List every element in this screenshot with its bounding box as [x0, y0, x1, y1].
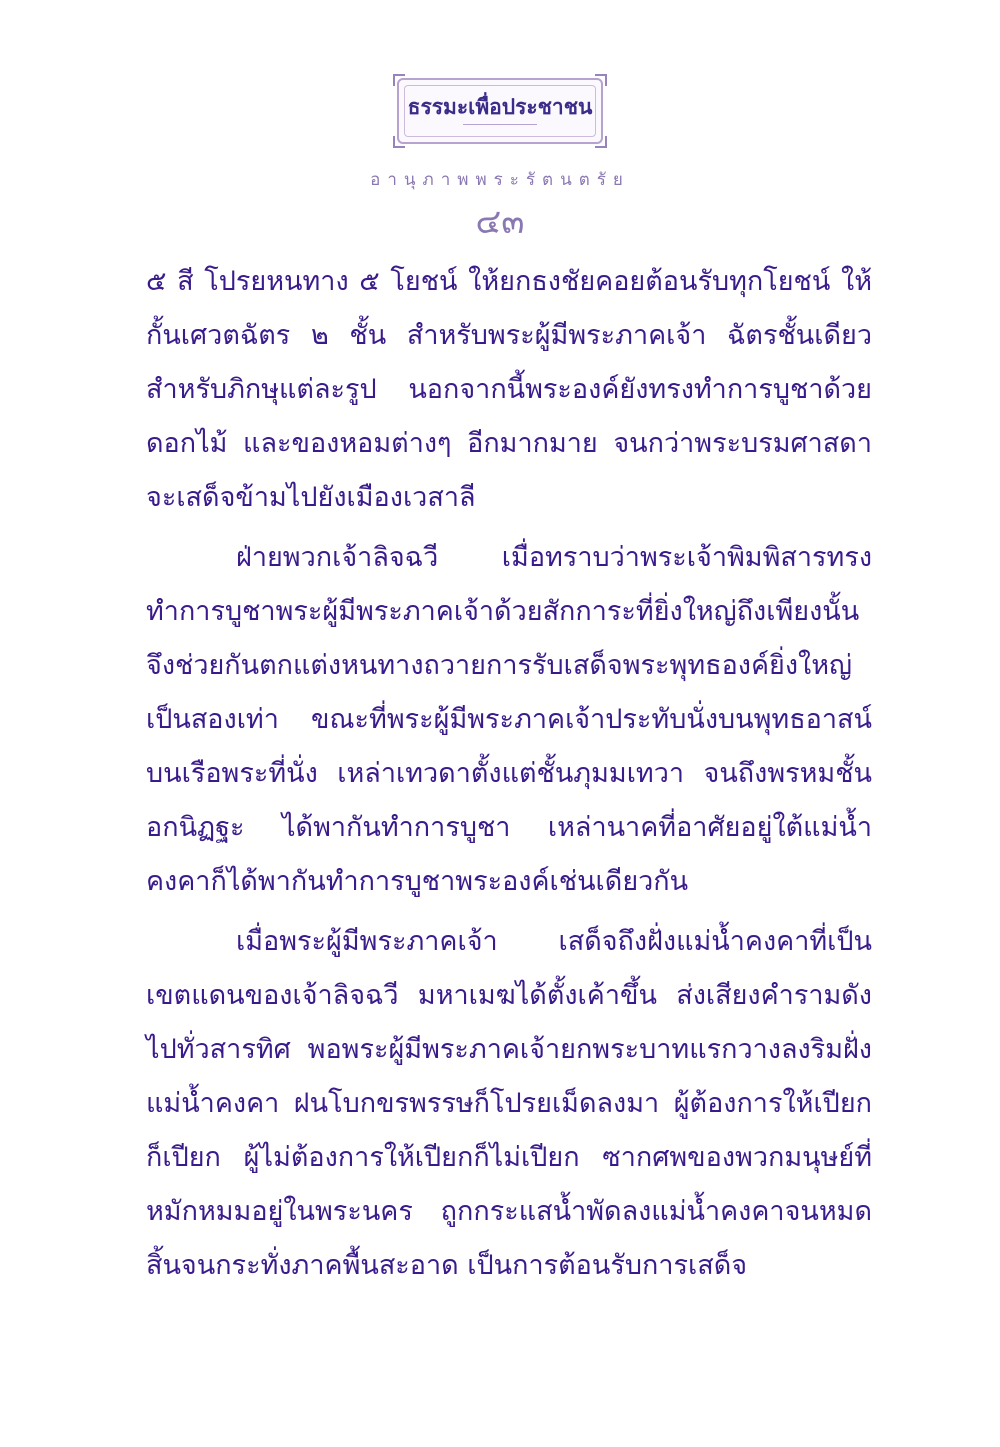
- book-subtitle: อานุภาพพระรัตนตรัย: [370, 170, 630, 190]
- book-logo: [397, 78, 603, 144]
- paragraph: ๕ สี โปรยหนทาง ๕ โยชน์ ให้ยกธงชัยคอยต้อนรับทุกโยชน์ ให้กั้นเศวตฉัตร ๒ ชั้น สำหรับพระผู้มีพระภาคเจ้า ฉัตรชั้นเดียวสำหรับภิกษุแต่ละรูป นอกจากนี้พระองค์ยังทรงทำการบูชาด้วยดอกไม้ และของหอมต่างๆ อีกมากมาย จนกว่าพระบรมศาสดาจะเสด็จข้ามไปยังเมืองเวสาลี: [146, 266, 872, 513]
- paragraph: ฝ่ายพวกเจ้าลิจฉวี เมื่อทราบว่าพระเจ้าพิมพิสารทรงทำการบูชาพระผู้มีพระภาคเจ้าด้วยสักการะที่ยิ่งใหญ่ถึงเพียงนั้น จึงช่วยกันตกแต่งหนทางถวายการรับเสด็จพระพุทธองค์ยิ่งใหญ่เป็นสองเท่า ขณะที่พระผู้มีพระภาคเจ้าประทับนั่งบนพุทธอาสน์บนเรือพระที่นั่ง เหล่าเทวดาตั้งแต่ชั้นภุมมเทวา จนถึงพรหมชั้นอกนิฏฐะ ได้พากันทำการบูชา เหล่านาคที่อาศัยอยู่ใต้แม่น้ำคงคาก็ได้พากันทำการบูชาพระองค์เช่นเดียวกัน: [146, 542, 872, 897]
- logo-ornament-line: [463, 124, 537, 125]
- paragraph: เมื่อพระผู้มีพระภาคเจ้า เสด็จถึงฝั่งแม่น้ำคงคาที่เป็นเขตแดนของเจ้าลิจฉวี มหาเมฆได้ตั้งเค้าขึ้น ส่งเสียงคำรามดังไปทั่วสารทิศ พอพระผู้มีพระภาคเจ้ายกพระบาทแรกวางลงริมฝั่งแม่น้ำคงคา ฝนโบกขรพรรษก็โปรยเม็ดลงมา ผู้ต้องการให้เปียกก็เปียก ผู้ไม่ต้องการให้เปียกก็ไม่เปียก ซากศพของพวกมนุษย์ที่หมักหมมอยู่ในพระนคร ถูกกระแสน้ำพัดลงแม่น้ำคงคาจนหมดสิ้นจนกระทั่งภาคพื้นสะอาด เป็นการต้อนรับการเสด็จ: [146, 926, 872, 1281]
- logo-corner-ornament: [595, 136, 607, 148]
- logo-corner-ornament: [393, 136, 405, 148]
- logo-text: ธรรมะเพื่อประชาชน: [407, 95, 593, 119]
- page-number: ๔๓: [475, 202, 525, 242]
- body-text: [146, 255, 872, 1299]
- logo-corner-ornament: [595, 74, 607, 86]
- logo-corner-ornament: [393, 74, 405, 86]
- page-header: [0, 78, 1000, 242]
